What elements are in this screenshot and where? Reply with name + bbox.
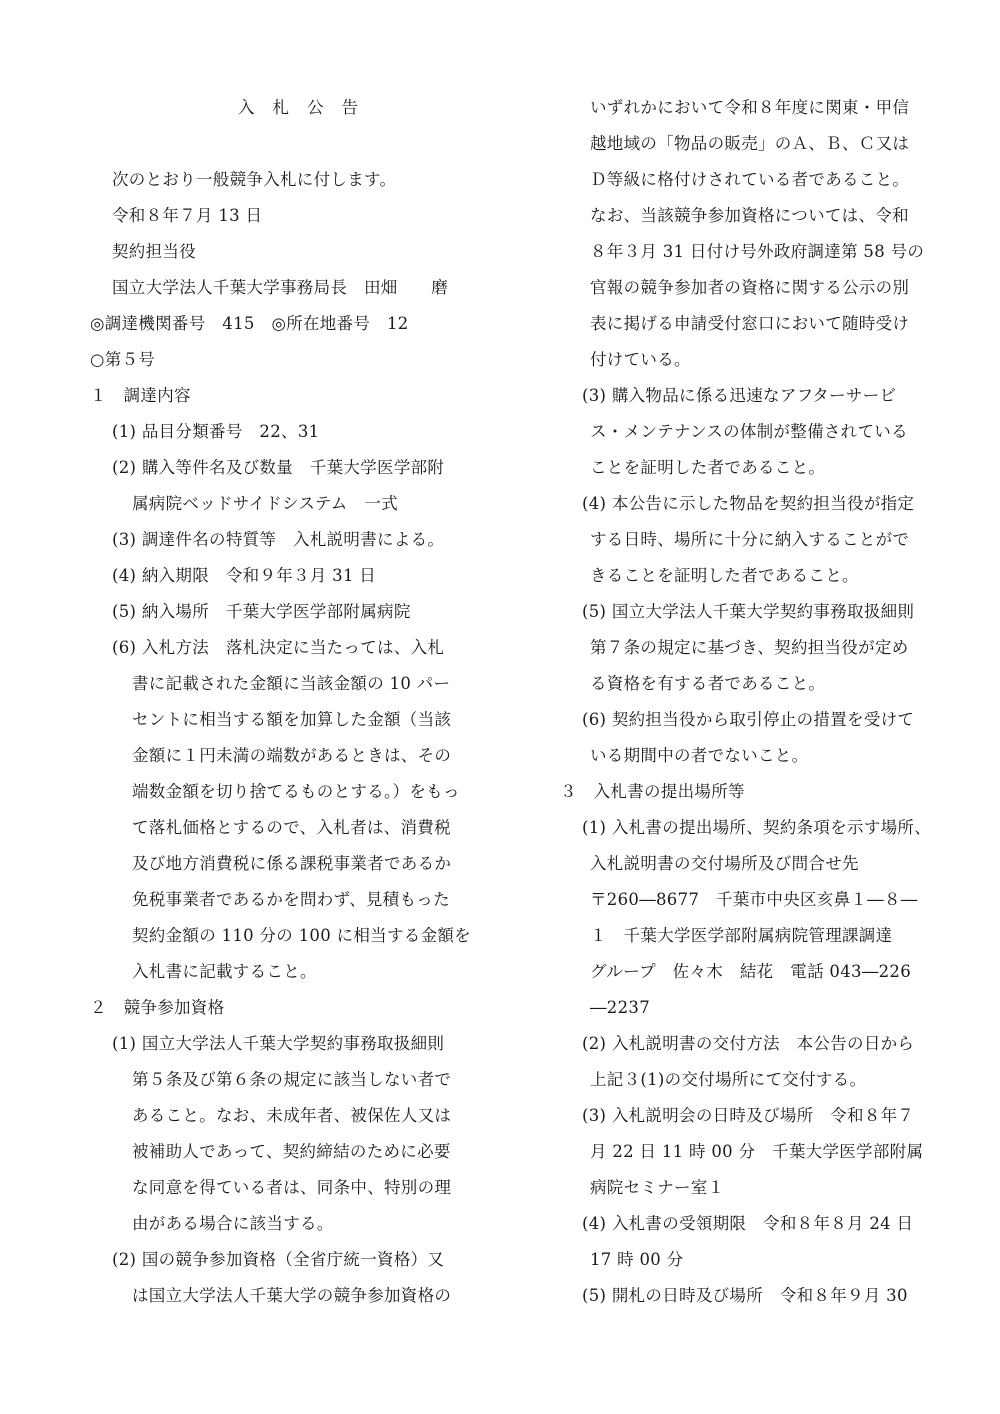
right-line: (3) 購入物品に係る迅速なアフターサービ [582,386,897,405]
right-line: １ 千葉大学医学部附属病院管理課調達 [590,926,893,945]
right-line: いずれかにおいて令和８年度に関東・甲信 [590,98,910,117]
left-line: 及び地方消費税に係る課税事業者であるか [132,854,452,873]
left-line: は国立大学法人千葉大学の競争参加資格の [132,1286,452,1305]
right-line: (5) 国立大学法人千葉大学契約事務取扱細則 [582,602,915,621]
right-line: (3) 入札説明会の日時及び場所 令和８年７ [582,1106,915,1125]
right-line: 〒260―8677 千葉市中央区亥鼻１―８― [590,890,918,909]
left-line: 書に記載された金額に当該金額の 10 パー [132,674,451,693]
right-line: する日時、場所に十分に納入することがで [590,530,910,549]
right-line: 表に掲げる申請受付窓口において随時受け [590,314,910,333]
left-line: １ 調達内容 [90,386,191,405]
left-line: 端数金額を切り捨てるものとする。）をもっ [132,782,460,801]
left-line: 免税事業者であるかを問わず、見積もった [132,890,450,909]
right-line: (2) 入札説明書の交付方法 本公告の日から [582,1034,915,1053]
left-line: 令和８年７月 13 日 [112,206,263,225]
left-line: 属病院ベッドサイドシステム 一式 [132,494,398,513]
left-line: 金額に１円未満の端数があるときは、その [132,746,452,765]
left-line: 被補助人であって、契約締結のために必要 [132,1142,451,1161]
right-line: (1) 入札書の提出場所、契約条項を示す場所、 [582,818,932,837]
right-line: る資格を有する者であること。 [590,674,826,693]
right-line: (4) 入札書の受領期限 令和８年８月 24 日 [582,1214,914,1233]
right-line: Ｄ等級に格付けされている者であること。 [590,170,910,189]
right-line: 付けている。 [590,350,691,369]
right-line: 17 時 00 分 [590,1250,684,1269]
left-column [90,90,480,1314]
left-line: 契約担当役 [112,242,196,261]
left-line: (2) 購入等件名及び数量 千葉大学医学部附 [112,458,445,477]
left-line: な同意を得ている者は、同条中、特別の理 [132,1178,452,1197]
right-line: きることを証明した者であること。 [590,566,859,585]
right-line: 病院セミナー室１ [590,1178,725,1197]
right-line: ス・メンテナンスの体制が整備されている [590,422,908,441]
left-line: (6) 入札方法 落札決定に当たっては、入札 [112,638,445,657]
right-line: いる期間中の者でないこと。 [590,746,809,765]
left-line: (2) 国の競争参加資格（全省庁統一資格）又 [112,1250,445,1269]
right-line: 月 22 日 11 時 00 分 千葉大学医学部附属 [590,1142,924,1161]
right-line: グループ 佐々木 結花 電話 043―226 [590,962,912,981]
right-line: なお、当該競争参加資格については、令和 [590,206,909,225]
left-line: 由がある場合に該当する。 [132,1214,334,1233]
right-line: ことを証明した者であること。 [590,458,826,477]
left-line [90,126,480,162]
left-line: ◎調達機関番号 415 ◎所在地番号 12 [90,314,409,333]
left-line: あること。なお、未成年者、被保佐人又は [132,1106,452,1125]
right-column [560,90,950,1314]
left-line: (1) 国立大学法人千葉大学契約事務取扱細則 [112,1034,445,1053]
left-line: (5) 納入場所 千葉大学医学部附属病院 [112,602,411,621]
right-line: ８年３月 31 日付け号外政府調達第 58 号の [590,242,925,261]
left-line: 入札書に記載すること。 [132,962,317,981]
right-line: ―2237 [590,998,650,1017]
right-line: (5) 開札の日時及び場所 令和８年９月 30 [582,1286,908,1305]
left-line: ○第５号 [90,350,156,369]
left-line: 次のとおり一般競争入札に付します。 [112,170,397,189]
right-line: (4) 本公告に示した物品を契約担当役が指定 [582,494,915,513]
right-line: 第７条の規定に基づき、契約担当役が定め [590,638,909,657]
right-line: 上記３(1)の交付場所にて交付する。 [590,1070,867,1089]
left-line: セントに相当する額を加算した金額（当該 [132,710,452,729]
right-line: 越地域の「物品の販売」のＡ、Ｂ、Ｃ又は [590,134,910,153]
left-line: (4) 納入期限 令和９年３月 31 日 [112,566,377,585]
right-line: 入札説明書の交付場所及び問合せ先 [590,854,859,873]
left-line: 契約金額の 110 分の 100 に相当する金額を [132,926,471,945]
left-line: 第５条及び第６条の規定に該当しない者で [132,1070,452,1089]
left-line: (3) 調達件名の特質等 入札説明書による。 [112,530,445,549]
left-line: (1) 品目分類番号 22、31 [112,422,320,441]
right-line: (6) 契約担当役から取引停止の措置を受けて [582,710,915,729]
left-line: ２ 競争参加資格 [90,998,225,1017]
left-line: 国立大学法人千葉大学事務局長 田畑 磨 [112,278,448,297]
notice-title: 入札公告 [238,98,376,117]
right-line: ３ 入札書の提出場所等 [560,782,745,801]
right-line: 官報の競争参加者の資格に関する公示の別 [590,278,910,297]
left-line: て落札価格とするので、入札者は、消費税 [132,818,451,837]
